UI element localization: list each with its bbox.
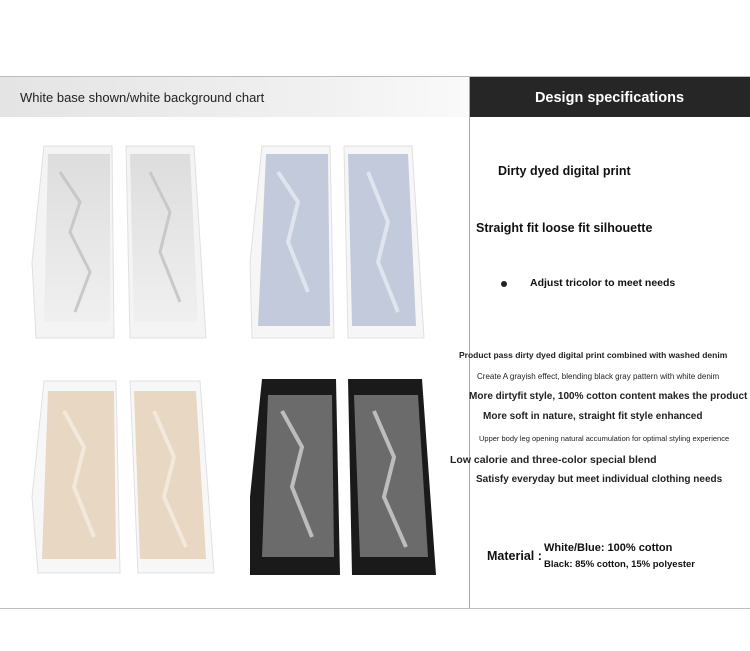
specs-title: Design specifications bbox=[534, 90, 685, 106]
material-label: Material : bbox=[487, 549, 542, 563]
material-black: Black: 85% cotton, 15% polyester bbox=[544, 559, 695, 570]
white-jeans-image bbox=[30, 142, 210, 342]
spec-straight-fit: Straight fit loose fit silhouette bbox=[476, 221, 653, 235]
description-line: Product pass dirty dyed digital print combined with washed denim bbox=[459, 350, 728, 360]
description-line: More dirtyfit style, 100% cotton content makes the product bbox=[469, 391, 748, 402]
material-white-blue: White/Blue: 100% cotton bbox=[544, 542, 673, 554]
description-line: Upper body leg opening natural accumulation for optimal styling experience bbox=[479, 434, 730, 443]
bullet-icon bbox=[501, 281, 507, 287]
spec-tricolor: Adjust tricolor to meet needs bbox=[530, 277, 676, 289]
description-line: Create A grayish effect, blending black gray pattern with white denim bbox=[477, 372, 720, 381]
description-line: Satisfy everyday but meet individual clothing needs bbox=[476, 474, 723, 485]
description-line: Low calorie and three-color special blend bbox=[450, 454, 657, 466]
black-jeans-image bbox=[248, 377, 438, 577]
gallery-title: White base shown/white background chart bbox=[20, 90, 265, 105]
panel-divider bbox=[469, 77, 470, 608]
description-line: More soft in nature, straight fit style enhanced bbox=[483, 411, 703, 422]
gallery-header bbox=[0, 77, 469, 117]
blue-jeans-image bbox=[248, 142, 428, 342]
beige-jeans-image bbox=[30, 377, 220, 577]
spec-dirty-dyed: Dirty dyed digital print bbox=[498, 164, 631, 178]
specs-header bbox=[469, 77, 750, 117]
